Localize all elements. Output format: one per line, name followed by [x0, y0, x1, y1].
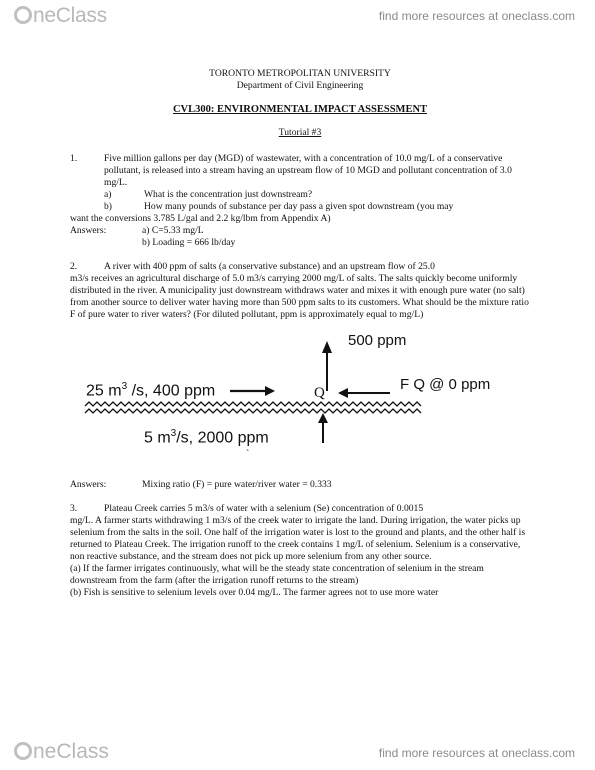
find-resources-link-footer[interactable]: find more resources at oneclass.com — [378, 746, 575, 760]
question-1-part-a — [104, 189, 530, 201]
pure-water-arrow-head — [338, 388, 348, 398]
top-bar — [0, 0, 595, 30]
discharge-value: 5 m — [144, 429, 171, 447]
upstream-flow-label — [86, 381, 216, 400]
part-label: a) — [104, 189, 112, 200]
university-name: TORONTO METROPOLITAN UNIVERSITY — [209, 68, 391, 79]
question-1-answer-a — [70, 225, 530, 237]
question-1-answer-b — [70, 237, 530, 249]
question-text-first-line: Plateau Creek carries 5 m3/s of water with a selenium (Se) concentration of 0.0015 — [104, 503, 424, 514]
logo-o-icon — [14, 742, 32, 760]
pure-water-label: F Q @ 0 ppm — [400, 376, 491, 393]
outflow-arrow-head — [322, 341, 332, 353]
logo-text: neClass — [33, 740, 109, 763]
tutorial-title: Tutorial #3 — [278, 127, 322, 138]
question-2 — [70, 261, 530, 273]
answers-label: Answers: — [70, 479, 107, 490]
mixing-point-q: Q — [314, 385, 325, 401]
question-3 — [70, 503, 530, 515]
part-text: How many pounds of substance per day pass a given spot downstream (you may — [144, 201, 454, 212]
document-page — [70, 68, 530, 599]
diagram-graphics — [70, 331, 530, 473]
part-b-continuation: want the conversions 3.785 L/gal and 2.2 kg/lbm from Appendix A) — [70, 213, 331, 224]
question-1 — [70, 153, 530, 189]
discharge-arrow-head — [318, 413, 328, 423]
question-3-part-b: (b) Fish is sensitive to selenium levels over 0.04 mg/L. The farmer agrees not to use more water — [70, 587, 439, 598]
answer-text: a) C=5.33 mg/L — [142, 225, 204, 236]
oneclass-logo-footer[interactable] — [14, 740, 109, 764]
find-resources-link[interactable]: find more resources at oneclass.com — [378, 9, 575, 23]
logo-text: neClass — [33, 4, 107, 27]
oneclass-logo[interactable] — [14, 4, 107, 28]
downstream-target-label: 500 ppm — [348, 332, 407, 349]
question-text: Five million gallons per day (MGD) of wastewater, with a concentration of 10.0 mg/L of a conservative pollutant, is released into a stream having an upstream flow of 10 MGD and pollutant concentration of 3.0 mg/L. — [104, 153, 512, 188]
question-number: 1. — [70, 153, 78, 164]
question-number: 2. — [70, 261, 78, 272]
question-number: 3. — [70, 503, 78, 514]
upstream-rest: /s, 400 ppm — [127, 382, 216, 400]
part-text: What is the concentration just downstream? — [144, 189, 313, 200]
answers-label: Answers: — [70, 225, 107, 236]
upstream-exponent: 3 — [121, 381, 128, 392]
stray-mark: ` — [246, 449, 250, 460]
question-text: m3/s receives an agricultural discharge of 5.0 m3/s carrying 2000 mg/L of salts. The salts quickly become uniformly distributed in the river. A municipality just downstream withdraws water and mixes it with enough pure water (no salt) from another source to deliver water having more than 500 ppm salts to its customers. What should be the mixture ratio F of pure water to river waters? (For diluted pollutant, ppm is approximately equal to mg/L) — [70, 273, 529, 320]
river-wave-bottom — [85, 409, 421, 413]
question-text: mg/L. A farmer starts withdrawing 1 m3/s of the creek water to irrigate the land. During irrigation, the water picks up selenium from the salts in the soil. One half of the irrigation water is lost to the ground and plants, and the other half is returned to Plateau Creek. The irrigation runoff to the creek contains 1 mg/L of selenium. Selenium is a conservative, non reactive substance, and the stream does not pick up more selenium from any other source. — [70, 515, 526, 562]
upstream-arrow-head — [265, 386, 275, 396]
discharge-rest: /s, 2000 ppm — [176, 429, 269, 447]
river-wave-top — [85, 402, 421, 406]
logo-o-icon — [14, 6, 32, 24]
question-3-part-a: (a) If the farmer irrigates continuously, what will be the steady state concentration of selenium in the stream downstream from the farm (after the irrigation runoff returns to the stream) — [70, 563, 484, 586]
question-text-first-line: A river with 400 ppm of salts (a conservative substance) and an upstream flow of 25.0 — [104, 261, 435, 272]
mixing-diagram — [70, 331, 530, 473]
discharge-exponent: 3 — [170, 428, 177, 439]
upstream-value: 25 m — [86, 382, 122, 400]
question-1-part-b — [104, 201, 530, 213]
discharge-flow-label — [144, 428, 269, 447]
course-title: CVL300: ENVIRONMENTAL IMPACT ASSESSMENT — [172, 104, 428, 115]
part-label: b) — [104, 201, 112, 212]
department-name: Department of Civil Engineering — [236, 80, 364, 91]
answer-text: b) Loading = 666 lb/day — [142, 237, 236, 248]
answer-text: Mixing ratio (F) = pure water/river water = 0.333 — [142, 479, 332, 490]
question-2-answer — [70, 479, 530, 491]
